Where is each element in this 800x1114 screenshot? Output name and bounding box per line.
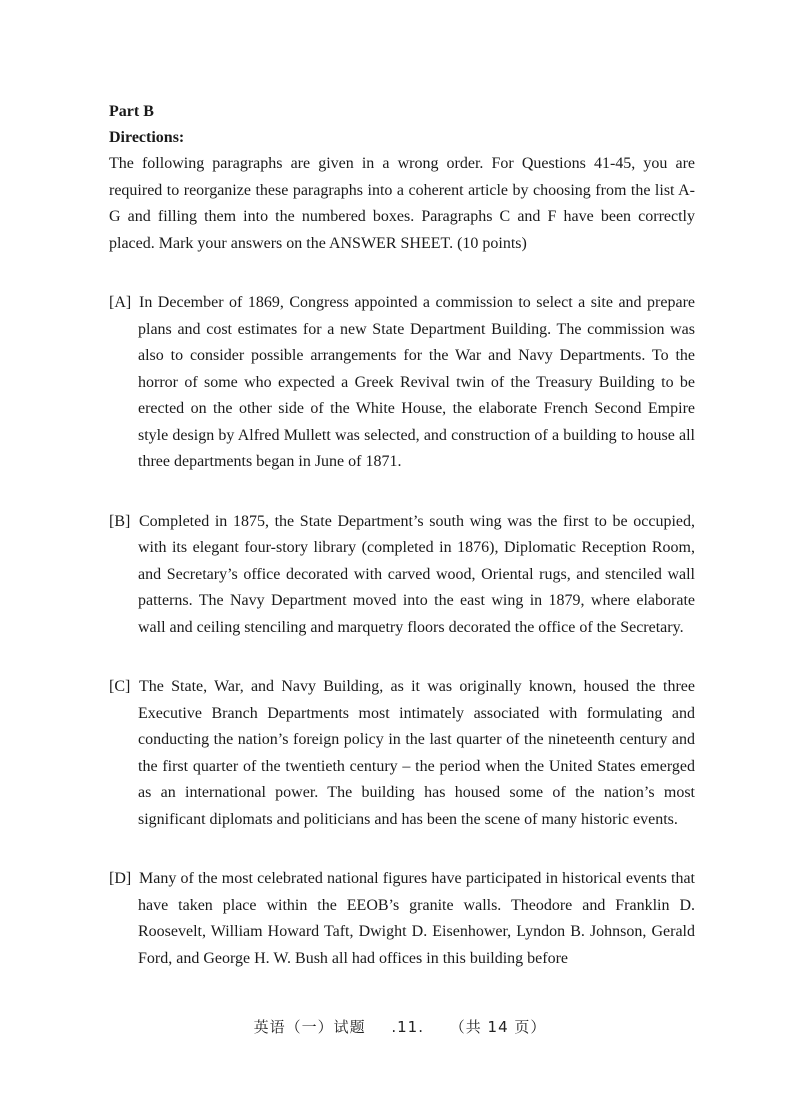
paragraph-text: The State, War, and Navy Building, as it was originally known, housed the three Executive Branch Departments most intimately associated with formulating and conducting the nation’s foreign policy in the last quarter of the nineteenth century and the first quarter of the twentieth century – the period when the United States emerged as an international power. The building has housed some of the nation’s most significant diplomats and politicians and has been the scene of many historic events.: [138, 678, 695, 828]
paragraph-b: [109, 509, 695, 642]
directions-text: The following paragraphs are given in a wrong order. For Questions 41-45, you are required to reorganize these paragraphs into a coherent article by choosing from the list A-G and filling them into the numbered boxes. Paragraphs C and F have been correctly placed. Mark your answers on the ANSWER SHEET. (10 points): [109, 155, 695, 252]
page-footer: [0, 1016, 800, 1037]
paragraph-label: [A]: [109, 294, 132, 311]
paragraph-label: [B]: [109, 512, 131, 530]
paragraph-text: In December of 1869, Congress appointed a commission to select a site and prepare plans and cost estimates for a new State Department Building. The commission was also to consider possible arrangements for the War and Navy Departments. To the horror of some who expected a Greek Revival twin of the Treasury Building to be erected on the other side of the White House, the elaborate French Second Empire style design by Alfred Mullett was selected, and construction of a building to house all three departments began in June of 1871.: [138, 294, 695, 470]
page-content: [109, 99, 695, 972]
section-title: Part B: [109, 103, 154, 120]
footer-page-number: .11.: [391, 1018, 424, 1036]
paragraph-d: [109, 866, 695, 972]
paragraph-label: [C]: [109, 678, 131, 695]
footer-subject: 英语（一）试题: [253, 1018, 366, 1036]
paragraph-text: Completed in 1875, the State Department’s south wing was the first to be occupied, with its elegant four-story library (completed in 1876), Diplomatic Reception Room, and Secretary’s office decorated with carved wood, Oriental rugs, and stenciled wall patterns. The Navy Department moved into the east wing in 1879, where elaborate wall and ceiling stenciling and marquetry floors decorated the office of the Secretary.: [138, 512, 695, 636]
paragraph-a: [109, 290, 695, 476]
paragraph-label: [D]: [109, 870, 132, 887]
paragraph-text: Many of the most celebrated national figures have participated in historical events that have taken place within the EEOB’s granite walls. Theodore and Franklin D. Roosevelt, William Howard Taft, Dwight D. Eisenhower, Lyndon B. Johnson, Gerald Ford, and George H. W. Bush all had offices in this building before: [138, 870, 695, 967]
paragraph-c: [109, 674, 695, 833]
directions-label: Directions:: [109, 129, 185, 146]
footer-total-pages: （共 14 页）: [449, 1018, 547, 1036]
